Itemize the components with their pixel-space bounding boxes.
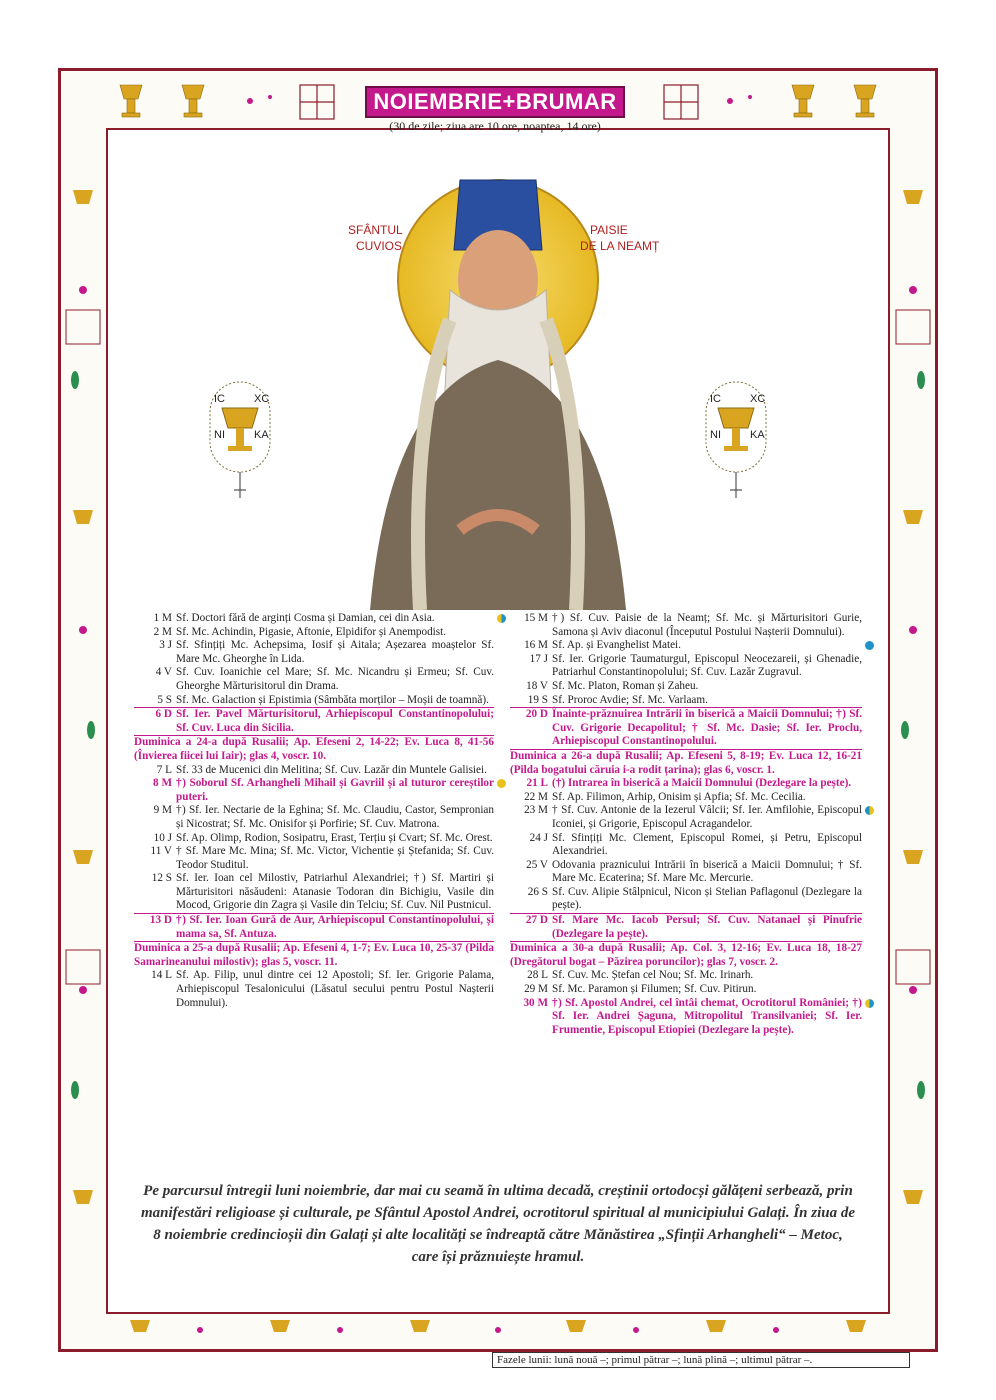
sunday-reading (134, 736, 494, 763)
day-label: 17 J (529, 652, 548, 665)
calendar-day-entry (510, 804, 862, 831)
chalice-xc: XC (254, 393, 270, 405)
icon-label-left-1: SFÂNTUL (348, 223, 403, 237)
day-label: 5 S (157, 693, 172, 706)
saints-text: Sf. Ier. Ioan cel Milostiv, Patriarhul Alexandriei; †) Sf. Martiri și Mărturisitori năsăudeni: Atanasie Todoran din Bichigiu, Vasile din Mocod, Grigorie din Zagra și Vasile din Telciu; Sf. Cuv. Nil Pustnicul. (176, 872, 494, 912)
calendar-day-entry (134, 777, 494, 804)
calendar-day-entry (134, 694, 494, 708)
day-label: 28 L (527, 969, 548, 982)
day-label: 26 S (527, 885, 548, 898)
icon-label-right-2: DE LA NEAMȚ (580, 239, 660, 253)
saints-text: † Sf. Mare Mc. Mina; Sf. Mc. Victor, Vichentie și Ștefanida; Sf. Cuv. Teodor Studitul. (176, 845, 494, 871)
chalice-ka: KA (750, 429, 765, 441)
calendar-day-entry (510, 694, 862, 708)
saints-text: Sf. Proroc Avdie; Sf. Mc. Varlaam. (552, 693, 708, 706)
calendar-day-entry (134, 913, 494, 942)
saints-text: †) Soborul Sf. Arhangheli Mihail și Gavriil și al tuturor cereștilor puteri. (176, 777, 494, 803)
day-label: 27 D (525, 914, 548, 927)
saints-text: Sf. Cuv. Alipie Stâlpnicul, Nicon și Stelian Paflagonul (Dezlegare la pește). (552, 885, 862, 912)
calendar-day-entry (510, 886, 862, 913)
reading-text: Duminica a 25-a după Rusalii; Ap. Efeseni 4, 1-7; Ev. Luca 10, 25-37 (Pilda Samarineanului milostiv); glas 5, voscr. 11. (134, 942, 494, 968)
robe-shape (370, 360, 626, 610)
saints-text: Sf. Mc. Galaction și Epistimia (Sâmbăta morților – Moșii de toamnă). (176, 693, 489, 706)
month-header (350, 86, 640, 134)
calendar-day-entry (510, 969, 862, 983)
day-label: 16 M (524, 639, 548, 652)
icon-label-right-1: PAISIE (590, 223, 628, 237)
saints-text: Sf. Mc. Achindin, Pigasie, Aftonie, Elpidifor și Anempodist. (176, 625, 447, 638)
calendar-day-entry (134, 639, 494, 666)
day-label: 25 V (526, 858, 548, 871)
saint-icon-illustration (310, 170, 686, 610)
calendar-day-entry (510, 791, 862, 805)
saints-text: Sf. Ier. Grigorie Taumaturgul, Episcopul Neocezareii, și Ghenadie, Patriarhul Constantinopolului; Sf. Cuv. Lazăr Zugravul. (552, 652, 862, 679)
saints-text: Sf. Mc. Paramon și Filumen; Sf. Cuv. Pitirun. (552, 983, 757, 996)
saints-text: † Sf. Cuv. Antonie de la Iezerul Vâlcii; Sf. Ier. Amfilohie, Episcopul Iconiei, și Grigorie, Episcopul Acragandelor. (552, 804, 862, 830)
day-label: 2 M (153, 625, 172, 638)
calendar-day-entry (134, 804, 494, 831)
moon-phase-icon (497, 614, 506, 623)
saints-text: †) Sf. Ier. Nectarie de la Eghina; Sf. Mc. Claudiu, Castor, Sempronian și Nicostrat; Sf. Mc. Onisifor și Porfirie; Sf. Cuv. Matrona. (176, 804, 494, 830)
saints-text: Înainte-prăznuirea Intrării în biserică a Maicii Domnului; †) Sf. Cuv. Grigorie Decapolitul; † Sf. Mc. Dasie; Sf. Ier. Proclu, Arhiepiscopul Constantinopolului. (552, 708, 862, 748)
day-label: 4 V (155, 666, 172, 679)
day-label: 21 L (526, 777, 548, 790)
saints-text: Sf. Ap. Filimon, Arhip, Onisim și Apfia; Sf. Mc. Cecilia. (552, 790, 806, 803)
day-label: 7 L (156, 763, 172, 776)
day-label: 9 M (153, 804, 172, 817)
saints-text: Sf. Ap. Olimp, Rodion, Sosipatru, Erast, Terțiu și Cvart; Sf. Mc. Orest. (176, 831, 493, 844)
saints-text: Sf. Ap. și Evanghelist Matei. (552, 639, 681, 652)
bottom-ornament-band (110, 1316, 886, 1350)
chalice-ni: NI (710, 429, 721, 441)
day-label: 12 S (151, 872, 172, 885)
sunday-reading (134, 942, 494, 969)
saints-text: Sf. Ier. Pavel Mărturisitorul, Arhiepiscopul Constantinopolului; Sf. Cuv. Luca din Sicilia. (176, 708, 494, 734)
moon-phase-icon (865, 999, 874, 1008)
icon-label-left-2: CUVIOS (356, 239, 403, 253)
calendar-day-entry (510, 612, 862, 639)
left-ornament-band (61, 130, 105, 1310)
saints-text: Odovania praznicului Intrării în biserică a Maicii Domnului; † Sf. Mare Mc. Ecaterina; Sf. Mare Mc. Mercurie. (552, 858, 862, 885)
sunday-reading (510, 942, 862, 969)
chalice-ka: KA (254, 429, 269, 441)
saints-text: Sf. Sfințiți Mc. Clement, Episcopul Romei, și Petru, Episcopul Alexandriei. (552, 831, 862, 858)
calendar-day-entry (134, 666, 494, 693)
saints-text: Sf. Cuv. Mc. Ștefan cel Nou; Sf. Mc. Irinarh. (552, 969, 754, 982)
day-label: 19 S (527, 693, 548, 706)
day-label: 18 V (526, 679, 548, 692)
chalice-ic: IC (710, 393, 721, 405)
day-label: 1 M (153, 612, 172, 624)
day-label: 30 M (523, 996, 548, 1009)
day-label: 20 D (525, 708, 548, 721)
saints-text: †) Sf. Ier. Ioan Gură de Aur, Arhiepiscopul Constantinopolului, și mama sa, Sf. Antuza. (176, 914, 494, 940)
saints-text: Sf. Ap. Filip, unul dintre cei 12 Apostoli; Sf. Ier. Grigorie Palama, Arhiepiscopul Tesalonicului (Lăsatul secului pentru Postul Nașterii Domnului). (176, 969, 494, 1009)
month-title: NOIEMBRIE+BRUMAR (365, 86, 624, 118)
day-label: 24 J (529, 831, 548, 844)
calendar-day-entry (134, 626, 494, 640)
day-label: 3 J (159, 639, 172, 652)
saints-text: Sf. Mare Mc. Iacob Persul; Sf. Cuv. Natanael și Pinufrie (Dezlegare la pește). (552, 914, 862, 940)
footer-paragraph: Pe parcursul întregii luni noiembrie, dar mai cu seamă în ultima decadă, creștinii ortodocși gălățeni serbează, prin manifestări religioase și culturale, pe Sfântul Apostol Andrei, ocrotitorul spiritual al municipiului Galați. În ziua de 8 noiembrie credincioșii din Galați și alte localități se îndreaptă către Mănăstirea „Sfinții Arhangheli“ – Metoc, care își prăznuiește hramul. (140, 1183, 856, 1265)
chalice-xc: XC (750, 393, 766, 405)
calendar-day-entry (510, 653, 862, 680)
calendar-day-entry (510, 997, 862, 1038)
reading-text: Duminica a 30-a după Rusalii; Ap. Col. 3, 12-16; Ev. Luca 18, 18-27 (Dregătorul bogat – Păzirea poruncilor); glas 7, voscr. 2. (510, 942, 862, 968)
saints-text: Sf. Sfințiți Mc. Achepsima, Iosif și Aitala; Așezarea moaștelor Sf. Mare Mc. Gheorghe în Lida. (176, 639, 494, 665)
reading-text: Duminica a 26-a după Rusalii; Ap. Efeseni 5, 8-19; Ev. Luca 12, 16-21 (Pilda bogatului căruia i-a rodit țarina); glas 6, voscr. 1. (510, 749, 862, 776)
calendar-column-right (510, 612, 862, 1037)
saints-text: †) Sf. Apostol Andrei, cel întâi chemat, Ocrotitorul României; †) Sf. Ier. Andrei Șaguna, Mitropolitul Transilvaniei; Sf. Ier. Frumentie, Episcopul Etiopiei (Dezlegare la pește). (552, 996, 862, 1036)
saints-text: †) Sf. Cuv. Paisie de la Neamț; Sf. Mc. și Mărturisitori Gurie, Samona și Aviv diaconul (Începutul Postului Nașterii Domnului). (552, 612, 862, 638)
calendar-day-entry (510, 859, 862, 886)
calendar-day-entry (134, 612, 494, 626)
day-label: 23 M (524, 804, 548, 817)
chalice-medallion-right (696, 372, 776, 502)
day-label: 11 V (150, 845, 172, 858)
calendar-column-left (134, 612, 494, 1010)
sunday-reading (510, 750, 862, 777)
saints-text: (†) Intrarea în biserică a Maicii Domnului (Dezlegare la pește). (552, 777, 852, 790)
calendar-day-entry (510, 913, 862, 942)
calendar-day-entry (134, 872, 494, 913)
chalice-medallion-left (200, 372, 280, 502)
day-label: 15 M (524, 612, 548, 624)
calendar-day-entry (510, 777, 862, 791)
calendar-day-entry (134, 764, 494, 778)
day-label: 14 L (151, 969, 172, 982)
month-subtitle: (30 de zile; ziua are 10 ore, noaptea, 14 ore) (389, 119, 601, 133)
day-label: 10 J (153, 831, 172, 844)
calendar-day-entry (134, 707, 494, 736)
day-label: 6 D (155, 708, 172, 721)
right-ornament-band (891, 130, 935, 1310)
saints-text: Sf. Doctori fără de arginți Cosma și Damian, cei din Asia. (176, 612, 435, 624)
saints-text: Sf. Cuv. Ioanichie cel Mare; Sf. Mc. Nicandru și Ermeu; Sf. Cuv. Gheorghe Mărturisitorul din Drama. (176, 666, 494, 692)
day-label: 8 M (153, 777, 172, 790)
calendar-day-entry (510, 983, 862, 997)
chalice-ni: NI (214, 429, 225, 441)
calendar-day-entry (134, 969, 494, 1010)
reading-text: Duminica a 24-a după Rusalii; Ap. Efeseni 2, 14-22; Ev. Luca 8, 41-56 (Învierea fiicei lui Iair); glas 4, voscr. 10. (134, 736, 494, 762)
saints-text: Sf. Mc. Platon, Roman și Zaheu. (552, 679, 699, 692)
day-label: 22 M (524, 790, 548, 803)
calendar-day-entry (134, 845, 494, 872)
calendar-day-entry (510, 707, 862, 750)
calendar-day-entry (134, 832, 494, 846)
calendar-day-entry (510, 639, 862, 653)
moon-phases-legend: Fazele lunii: lună nouă –; primul pătrar –; lună plină –; ultimul pătrar –. (492, 1352, 910, 1368)
calendar-day-entry (510, 680, 862, 694)
chalice-ic: IC (214, 393, 225, 405)
saints-text: Sf. 33 de Mucenici din Melitina; Sf. Cuv. Lazăr din Muntele Galisiei. (176, 763, 487, 776)
day-label: 29 M (524, 983, 548, 996)
day-label: 13 D (149, 914, 172, 927)
calendar-day-entry (510, 832, 862, 859)
